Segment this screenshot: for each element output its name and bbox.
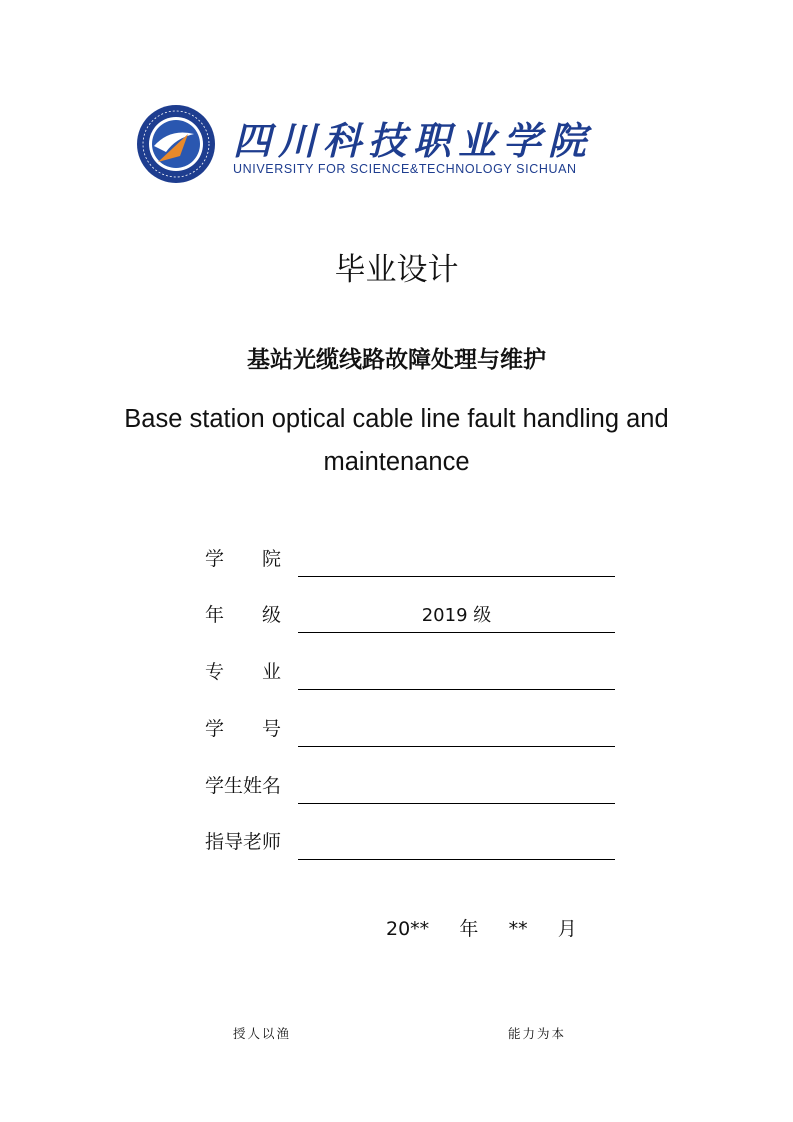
field-student-name <box>205 772 615 804</box>
thesis-title-cn: 基站光缆线路故障处理与维护 <box>247 347 546 373</box>
submission-date: 20** 年 ** 月 <box>386 918 577 940</box>
field-grade <box>205 601 615 633</box>
field-label: 学 号 <box>205 718 282 740</box>
field-student-id <box>205 715 615 747</box>
field-label: 指导老师 <box>205 831 282 853</box>
document-type: 毕业设计 <box>334 252 459 288</box>
field-label: 学生姓名 <box>205 775 282 797</box>
field-label: 学 院 <box>205 548 282 570</box>
underline <box>298 576 615 577</box>
field-major <box>205 658 615 690</box>
motto-right: 能力为本 <box>508 1026 567 1041</box>
field-advisor <box>205 828 615 860</box>
motto-left: 授人以渔 <box>233 1026 292 1041</box>
underline <box>298 632 615 633</box>
thesis-title-en: Base station optical cable line fault handling and maintenance <box>124 405 669 476</box>
field-value: 2019 级 <box>421 605 492 626</box>
field-label: 专 业 <box>205 661 282 683</box>
underline <box>298 803 615 804</box>
underline <box>298 689 615 690</box>
university-name-cn: 四川科技职业学院 <box>233 118 594 163</box>
field-college <box>205 545 615 577</box>
underline <box>298 859 615 860</box>
university-name-en: UNIVERSITY FOR SCIENCE&TECHNOLOGY SICHUAN <box>233 162 577 176</box>
underline <box>298 746 615 747</box>
university-seal-logo <box>136 104 216 184</box>
field-label: 年 级 <box>205 604 282 626</box>
university-header <box>136 104 666 188</box>
